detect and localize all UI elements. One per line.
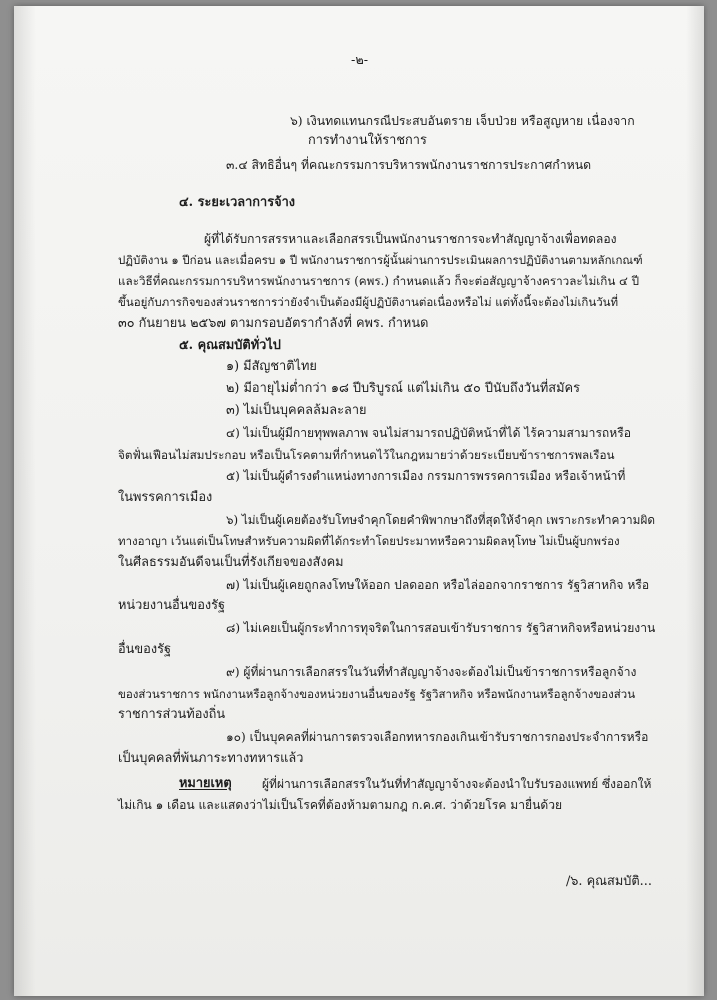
qualification-5-line-2: ในพรรคการเมือง [118, 490, 213, 505]
note-line-1: ผู้ที่ผ่านการเลือกสรรในวันที่ทำสัญญาจ้างจะต้องนำใบรับรองแพทย์ ซึ่งออกให้ [262, 777, 652, 791]
section-4-para-line-1: ผู้ที่ได้รับการสรรหาและเลือกสรรเป็นพนักงานราชการจะทำสัญญาจ้างเพื่อทดลอง [204, 232, 617, 246]
qualification-2: ๒) มีอายุไม่ต่ำกว่า ๑๘ ปีบริบูรณ์ แต่ไม่เกิน ๕๐ ปีนับถึงวันที่สมัคร [226, 381, 580, 396]
page-shadow-left [14, 6, 36, 996]
page-shadow-right [686, 6, 704, 996]
qualification-9-line-3: ราชการส่วนท้องถิ่น [118, 707, 226, 722]
qualification-1: ๑) มีสัญชาติไทย [226, 359, 317, 374]
qualification-10-line-2: เป็นบุคคลที่พ้นภาระทางทหารแล้ว [118, 751, 304, 766]
qualification-5-line-1: ๕) ไม่เป็นผู้ดำรงตำแหน่งทางการเมือง กรรมการพรรคการเมือง หรือเจ้าหน้าที่ [226, 469, 626, 483]
page-number: -๒- [351, 53, 369, 68]
qualification-9-line-2: ของส่วนราชการ พนักงานหรือลูกจ้างของหน่วยงานอื่นของรัฐ รัฐวิสาหกิจ หรือพนักงานหรือลูกจ้างของส่วน [118, 687, 636, 701]
section-4-para-line-2: ปฏิบัติงาน ๑ ปีก่อน และเมื่อครบ ๑ ปี พนักงานราชการผู้นั้นผ่านการประเมินผลการปฏิบัติงานตามหลักเกณฑ์ [118, 253, 643, 267]
section-4-heading: ๔. ระยะเวลาการจ้าง [179, 195, 296, 210]
document-page [14, 6, 704, 996]
note-line-2: ไม่เกิน ๑ เดือน และแสดงว่าไม่เป็นโรคที่ต้องห้ามตามกฎ ก.ค.ศ. ว่าด้วยโรค มายื่นด้วย [118, 798, 563, 812]
note-label: หมายเหตุ [179, 776, 232, 791]
qualification-4-line-1: ๔) ไม่เป็นผู้มีกายทุพพลภาพ จนไม่สามารถปฏิบัติหน้าที่ได้ ไร้ความสามารถหรือ [226, 426, 631, 440]
section-5-heading: ๕. คุณสมบัติทั่วไป [179, 338, 281, 353]
qualification-6-line-1: ๖) ไม่เป็นผู้เคยต้องรับโทษจำคุกโดยคำพิพากษาถึงที่สุดให้จำคุก เพราะกระทำความผิด [226, 513, 656, 527]
qualification-8-line-2: อื่นของรัฐ [118, 642, 172, 657]
qualification-8-line-1: ๘) ไม่เคยเป็นผู้กระทำการทุจริตในการสอบเข้ารับราชการ รัฐวิสาหกิจหรือหน่วยงาน [226, 621, 656, 635]
qualification-6-line-3: ในศีลธรรมอันดีจนเป็นที่รังเกียจของสังคม [118, 555, 344, 570]
section-4-para-line-5: ๓๐ กันยายน ๒๕๖๗ ตามกรอบอัตรากำลังที่ คพร. กำหนด [118, 316, 429, 331]
qualification-9-line-1: ๙) ผู้ที่ผ่านการเลือกสรรในวันที่ทำสัญญาจ้างจะต้องไม่เป็นข้าราชการหรือลูกจ้าง [226, 665, 637, 679]
qualification-6-line-2: ทางอาญา เว้นแต่เป็นโทษสำหรับความผิดที่ได้กระทำโดยประมาทหรือความผิดลหุโทษ ไม่เป็นผู้บกพร่อง [118, 534, 620, 548]
qualification-10-line-1: ๑๐) เป็นบุคคลที่ผ่านการตรวจเลือกทหารกองเกินเข้ารับราชการกองประจำการหรือ [226, 730, 649, 744]
qualification-3: ๓) ไม่เป็นบุคคลล้มละลาย [226, 403, 367, 418]
qualification-7-line-1: ๗) ไม่เป็นผู้เคยถูกลงโทษให้ออก ปลดออก หรือไล่ออกจากราชการ รัฐวิสาหกิจ หรือ [226, 578, 650, 592]
item-3-4: ๓.๔ สิทธิอื่นๆ ที่คณะกรรมการบริหารพนักงานราชการประกาศกำหนด [226, 158, 592, 172]
item-6-line-2: การทำงานให้ราชการ [308, 133, 427, 148]
section-4-para-line-4: ขึ้นอยู่กับภารกิจของส่วนราชการว่ายังจำเป็นต้องมีผู้ปฏิบัติงานต่อเนื่องหรือไม่ แต่ทั้งนี้จะต้องไม่เกินวันที่ [118, 295, 619, 309]
qualification-7-line-2: หน่วยงานอื่นของรัฐ [118, 598, 226, 613]
item-6-line-1: ๖) เงินทดแทนกรณีประสบอันตราย เจ็บป่วย หรือสูญหาย เนื่องจาก [290, 114, 635, 128]
qualification-4-line-2: จิตฟั่นเฟือนไม่สมประกอบ หรือเป็นโรคตามที่กำหนดไว้ในกฎหมายว่าด้วยระเบียบข้าราชการพลเรือน [118, 448, 615, 462]
section-4-para-line-3: และวิธีที่คณะกรรมการบริหารพนักงานราชการ (คพร.) กำหนดแล้ว ก็จะต่อสัญญาจ้างคราวละไม่เกิน ๔ ปี [118, 274, 640, 288]
continuation-note: /๖. คุณสมบัติ... [566, 874, 652, 889]
